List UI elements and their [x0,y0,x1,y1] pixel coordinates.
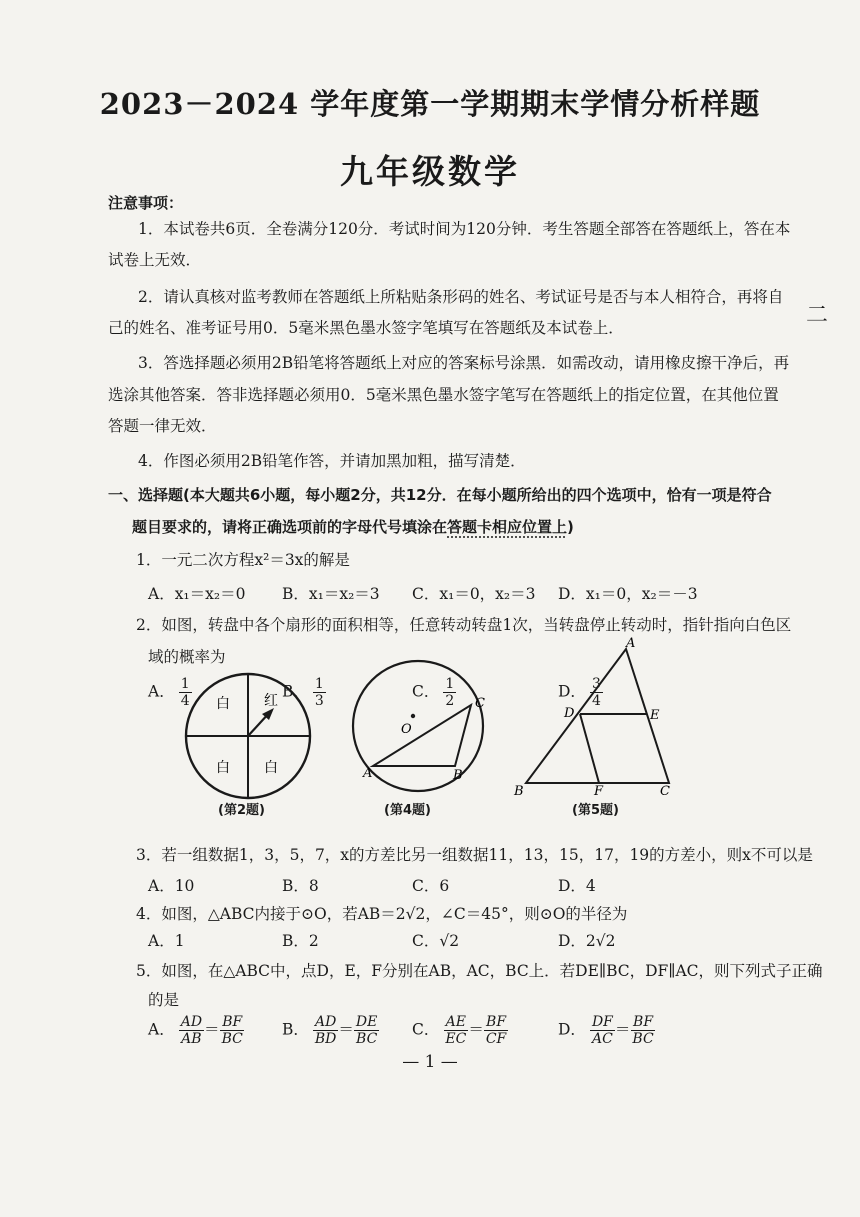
q5-option-d-letter: D． [558,1020,586,1039]
figure-q4-circle [345,655,495,795]
q5-option-c-letter: C． [412,1020,440,1039]
q4-option-b: B．2 [282,932,319,950]
section-1-close: ) [567,518,574,536]
q5-option-c-fraction-1 [443,1014,468,1047]
triangle-abc [373,705,471,766]
label-c: C [660,784,670,799]
section-1-line-2 [132,512,574,543]
figure-q2-caption: (第2题) [218,803,265,818]
margin-mark: 二 [806,303,829,328]
exam-title: 2023－2024 学年度第一学期期末学情分析样题 [99,87,761,121]
q1-option-c: C．x₁＝0，x₂＝3 [412,585,536,603]
fraction-denominator: AC [592,1031,613,1047]
label-e: E [650,708,660,723]
label-c: C [475,696,485,711]
note-3-line-2: 选涂其他答案．答非选择题必须用0．5毫米黑色墨水签字笔写在答题纸上的指定位置，在其他位置 [108,386,779,404]
fraction-denominator: BC [221,1031,243,1047]
note-3-line-1: 3．答选择题必须用2B铅笔将答题纸上对应的答案标号涂黑．如需改动，请用橡皮擦干净后，再 [138,354,790,372]
fraction-numerator: 1 [180,676,190,692]
q2-option-a-letter: A． [148,682,175,701]
label-a: A [363,766,373,781]
page-number: — 1 — [402,1052,458,1072]
label-f: F [594,784,604,799]
fraction-denominator: BC [356,1031,378,1047]
q1-option-d: D．x₁＝0，x₂＝－3 [558,585,698,603]
label-b: B [514,784,524,799]
fraction-denominator: 4 [591,693,601,709]
spinner-label-top-left: 白 [216,696,230,712]
q3-option-b: B．8 [282,877,319,895]
q5-option-d-fraction-2 [630,1014,655,1047]
q5-option-c: C． $\frac{AE}{EC}$ ＝ $\frac{BF}{CF}$ [412,1014,507,1047]
fraction-denominator: 4 [180,693,190,709]
fraction-denominator: AB [181,1031,202,1047]
fraction-numerator: DE [355,1014,378,1030]
q2-option-c-letter: C． [412,682,440,701]
q2-stem-line-2: 域的概率为 [148,648,226,666]
q3-stem: 3．若一组数据1，3，5，7，x的方差比另一组数据11，13，15，17，19的方差小，则x不可以是 [136,846,813,864]
q5-option-c-fraction-2 [484,1014,508,1047]
section-1-emphasis: 答题卡相应位置上 [447,518,568,536]
exam-subtitle: 九年级数学 [340,152,520,191]
label-a: A [626,636,636,651]
q5-option-b-fraction-1 [313,1014,339,1047]
q1-option-b: B．x₁＝x₂＝3 [282,585,380,603]
notes-heading: 注意事项： [108,194,184,212]
q1-stem: 1．一元二次方程x²＝3x的解是 [136,551,350,569]
fraction-numerator: AD [314,1014,337,1030]
figure-q5-triangle [508,635,688,805]
note-4-line-1: 4．作图必须用2B铅笔作答，并请加黑加粗，描写清楚． [138,452,526,470]
label-b: B [453,768,463,783]
fraction-denominator: 3 [314,693,324,709]
fraction-numerator: 1 [314,676,324,692]
q5-option-b-fraction-2 [354,1014,379,1047]
q2-option-b-letter: B． [282,682,309,701]
note-2-line-2: 己的姓名、准考证号用0．5毫米黑色墨水签字笔填写在答题纸及本试卷上． [108,319,624,337]
label-d: D [564,706,575,721]
q5-option-a-fraction-2 [220,1014,245,1047]
section-1-text: 题目要求的，请将正确选项前的字母代号填涂在 [132,518,448,536]
q2-stem-line-1: 2．如图，转盘中各个扇形的面积相等，任意转动转盘1次，当转盘停止转动时，指针指向白色区 [136,616,792,634]
q1-option-a: A．x₁＝x₂＝0 [148,585,246,603]
note-1-line-1: 1．本试卷共6页．全卷满分120分．考试时间为120分钟．考生答题全部答在答题纸上，答在本 [138,220,791,238]
fraction-denominator: CF [485,1031,507,1047]
label-o: O [401,722,412,737]
q3-option-c: C．6 [412,877,450,895]
q3-option-d: D．4 [558,877,596,895]
spinner-label-bottom-right: 白 [264,760,278,776]
fraction-numerator: 3 [591,676,601,692]
circle-o [353,661,483,791]
figure-q2-spinner [170,660,330,820]
q5-option-d-fraction-1 [590,1014,615,1047]
fraction-numerator: AD [180,1014,203,1030]
fraction-numerator: BF [222,1014,243,1030]
q2-option-d-letter: D． [558,682,586,701]
q5-option-d: D． $\frac{DF}{AC}$ ＝ $\frac{BF}{BC}$ [558,1014,654,1047]
section-1-line-1: 一、选择题(本大题共6小题，每小题2分，共12分．在每小题所给出的四个选项中，恰有一项是符合 [108,486,772,504]
q5-stem-line-1: 5．如图，在△ABC中，点D，E，F分别在AB，AC，BC上．若DE∥BC，DF∥AC，则下列式子正确 [136,962,823,980]
q5-stem-line-2: 的是 [148,991,180,1009]
fraction-numerator: 1 [445,676,455,692]
note-3-line-3: 答题一律无效． [108,417,217,435]
spinner-label-bottom-left: 白 [216,760,230,776]
fraction-denominator: EC [445,1031,467,1047]
q5-option-a-fraction-1 [179,1014,204,1047]
q5-option-b-letter: B． [282,1020,309,1039]
q4-option-a: A．1 [148,932,185,950]
note-1-line-2: 试卷上无效． [108,251,202,269]
fraction-numerator: BF [633,1014,654,1030]
center-dot-icon [411,714,415,718]
fraction-denominator: BC [632,1031,654,1047]
fraction-denominator: 2 [445,693,455,709]
q5-option-b: B． $\frac{AD}{BD}$ ＝ $\frac{DE}{BC}$ [282,1014,378,1047]
fraction-numerator: AE [445,1014,467,1030]
q5-option-a: A． $\frac{AD}{AB}$ ＝ $\frac{BF}{BC}$ [148,1014,243,1047]
fraction-numerator: BF [486,1014,507,1030]
q3-option-a: A．10 [148,877,195,895]
fraction-denominator: BD [314,1031,337,1047]
q4-option-d: D．2√2 [558,932,616,950]
fraction-numerator: DF [591,1014,613,1030]
triangle-abc [526,649,669,783]
figure-q4-caption: (第4题) [384,803,431,818]
note-2-line-1: 2．请认真核对监考教师在答题纸上所粘贴条形码的姓名、考试证号是否与本人相符合，再将自 [138,288,784,306]
spinner-label-top-right: 红 [264,693,278,709]
segment-df [580,714,599,783]
figure-q5-caption: (第5题) [572,803,619,818]
q5-option-a-letter: A． [148,1020,175,1039]
q4-stem: 4．如图，△ABC内接于⊙O，若AB＝2√2，∠C＝45°，则⊙O的半径为 [136,905,628,923]
q4-option-c: C．√2 [412,932,460,950]
